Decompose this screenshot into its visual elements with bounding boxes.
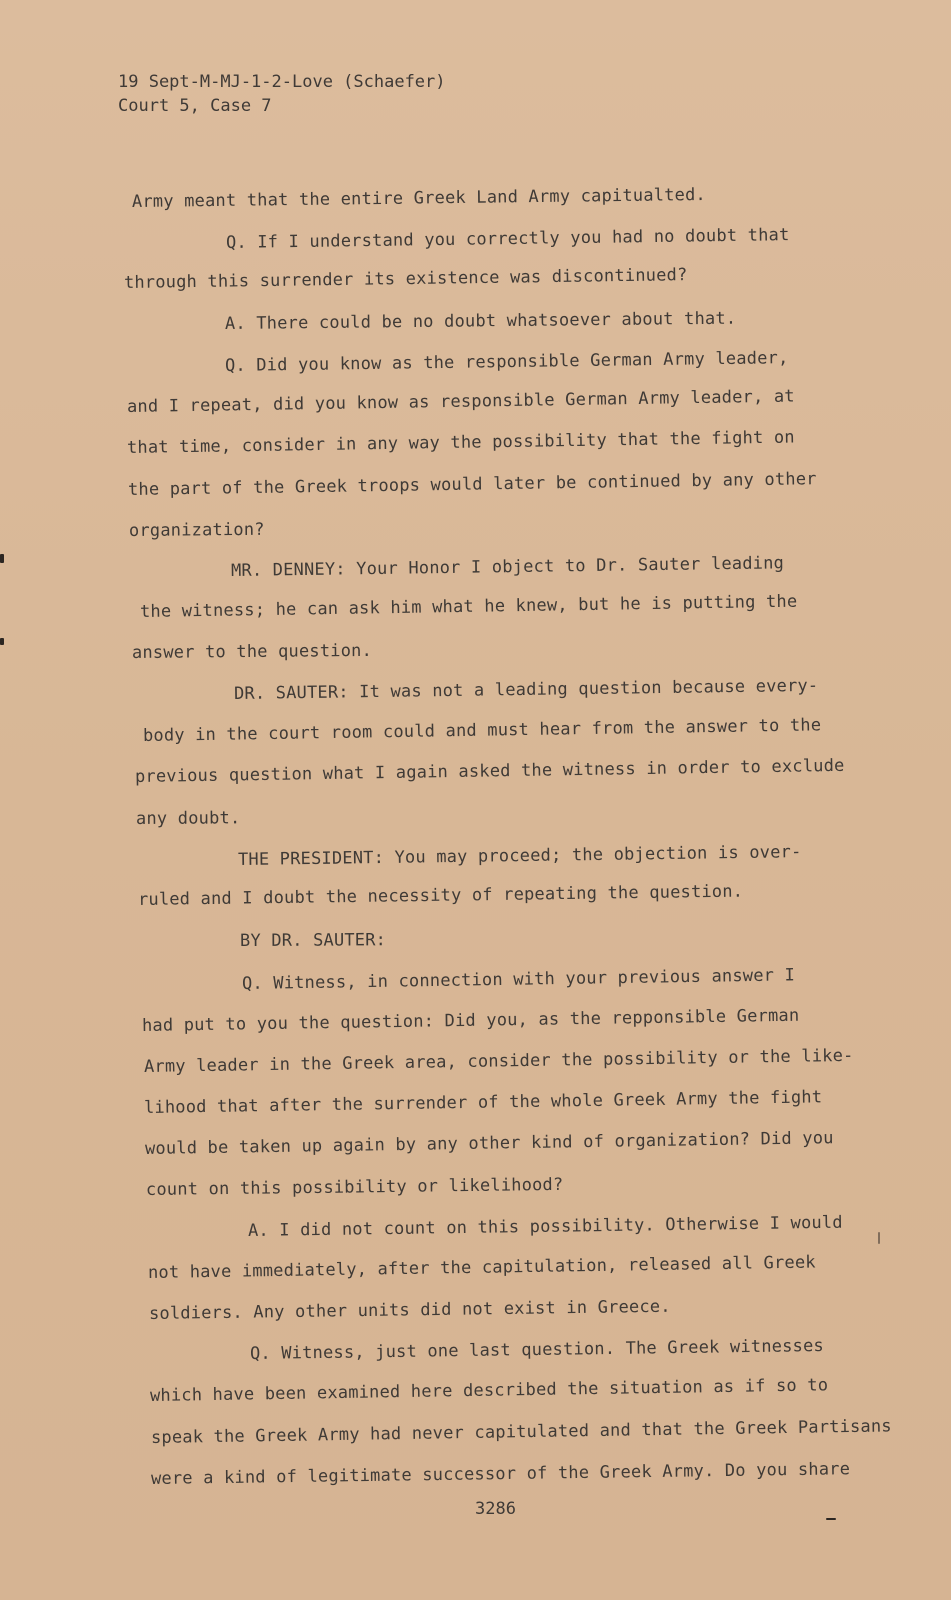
transcript-line: the part of the Greek troops would later be continued by any other	[127, 469, 817, 500]
header-court-case-line: Court 5, Case 7	[118, 96, 272, 116]
ink-speck	[878, 1232, 880, 1244]
transcript-line: DR. SAUTER: It was not a leading question because every-	[233, 675, 819, 704]
transcript-line: speak the Greek Army had never capitulated and that the Greek Partisans	[150, 1416, 892, 1448]
document-header	[118, 70, 446, 118]
header-reference-line: 19 Sept-M-MJ-1-2-Love (Schaefer)	[118, 72, 446, 92]
transcript-line: Q. Witness, in connection with your previous answer I	[241, 965, 796, 994]
transcript-line: soldiers. Any other units did not exist in Greece.	[148, 1296, 671, 1324]
transcript-line: the witness; he can ask him what he knew, but he is putting the	[139, 591, 798, 622]
transcript-line: through this surrender its existence was discontinued?	[123, 265, 688, 293]
transcript-line: lihood that after the surrender of the whole Greek Army the fight	[143, 1087, 823, 1118]
transcript-line: BY DR. SAUTER:	[239, 930, 387, 951]
transcript-line: Q. If I understand you correctly you had no doubt that	[225, 225, 790, 253]
transcript-line: Army meant that the entire Greek Land Army capitualted.	[131, 184, 707, 212]
transcript-line: A. There could be no doubt whatsoever about that.	[224, 308, 737, 334]
transcript-line: would be taken up again by any other kind of organization? Did you	[144, 1128, 834, 1159]
transcript-line: ruled and I doubt the necessity of repeating the question.	[137, 881, 744, 910]
transcript-line: Army leader in the Greek area, consider the possibility or the like-	[143, 1045, 854, 1077]
transcript-line: any doubt.	[135, 808, 241, 829]
transcript-line: Q. Witness, just one last question. The Greek witnesses	[249, 1335, 825, 1364]
transcript-line: and I repeat, did you know as responsible German Army leader, at	[126, 386, 795, 417]
transcript-line: THE PRESIDENT: You may proceed; the objection is over-	[237, 842, 802, 870]
transcript-line: organization?	[128, 519, 265, 541]
transcript-line: Q. Did you know as the responsible German Army leader,	[224, 348, 789, 376]
transcript-line: previous question what I again asked the witness in order to exclude	[134, 755, 845, 787]
transcript-line: that time, consider in any way the possibility that the fight on	[126, 427, 795, 458]
transcript-line: answer to the question.	[131, 640, 373, 663]
transcript-line: MR. DENNEY: Your Honor I object to Dr. Sauter leading	[230, 553, 785, 581]
binding-mark	[0, 554, 4, 563]
transcript-line: count on this possibility or likelihood?	[145, 1174, 564, 1200]
transcript-line: not have immediately, after the capitulation, released all Greek	[147, 1252, 816, 1283]
transcript-line: A. I did not count on this possibility. Otherwise I would	[247, 1212, 843, 1241]
transcript-line: were a kind of legitimate successor of the Greek Army. Do you share	[150, 1459, 851, 1489]
ink-speck	[826, 1518, 836, 1520]
binding-mark	[0, 638, 4, 645]
transcript-line: which have been examined here described the situation as if so to	[149, 1375, 829, 1406]
transcript-line: had put to you the question: Did you, as the repponsible German	[141, 1005, 800, 1036]
transcript-line: body in the court room could and must hear from the answer to the	[142, 715, 822, 746]
page-number: 3286	[475, 1499, 516, 1519]
